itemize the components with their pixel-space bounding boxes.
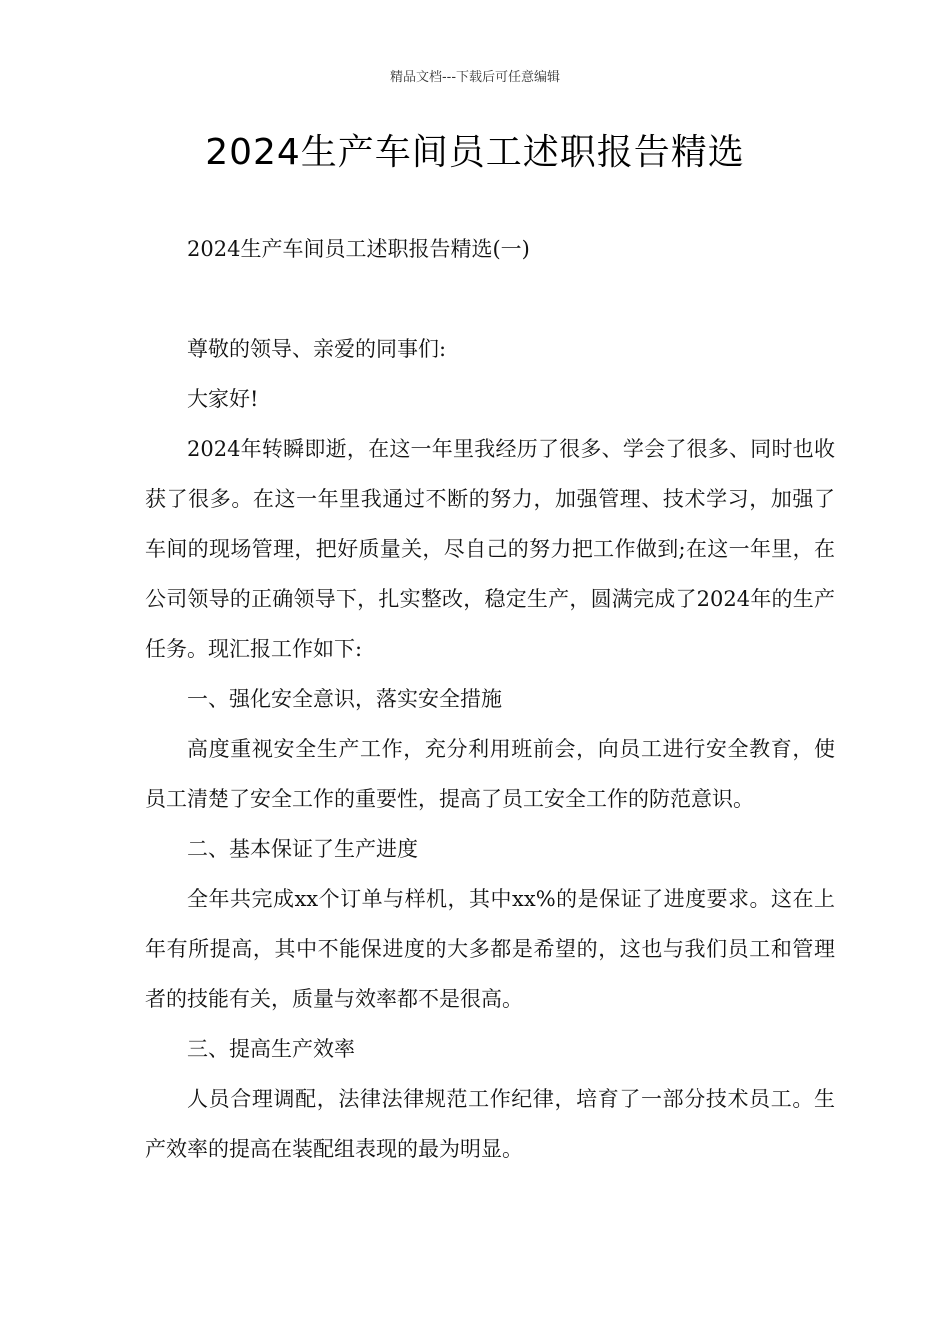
section-body-2: 全年共完成xx个订单与样机，其中xx%的是保证了进度要求。这在上年有所提高，其中不能保进度的大多都是希望的，这也与我们员工和管理者的技能有关，质量与效率都不是很高。 (145, 887, 835, 1011)
subtitle-paragraph: 2024生产车间员工述职报告精选(一) (187, 237, 530, 261)
intro-paragraph: 2024年转瞬即逝，在这一年里我经历了很多、学会了很多、同时也收获了很多。在这一年里我通过不断的努力，加强管理、技术学习，加强了车间的现场管理，把好质量关，尽自己的努力把工作做到;在这一年里，在公司领导的正确领导下，扎实整改，稳定生产，圆满完成了2024年的生产任务。现汇报工作如下: (145, 437, 835, 661)
section-heading-2: 二、基本保证了生产进度 (187, 837, 418, 861)
section-body-3: 人员合理调配，法律法律规范工作纪律，培育了一部分技术员工。生产效率的提高在装配组表现的最为明显。 (145, 1087, 835, 1161)
header-note: 精品文档---下载后可任意编辑 (389, 70, 561, 85)
document-body (145, 224, 835, 1174)
document-title: 2024生产车间员工述职报告精选 (205, 132, 745, 173)
section-body-1: 高度重视安全生产工作，充分利用班前会，向员工进行安全教育，使员工清楚了安全工作的重要性，提高了员工安全工作的防范意识。 (145, 737, 835, 811)
greeting-paragraph: 大家好! (187, 387, 259, 411)
salutation-paragraph: 尊敬的领导、亲爱的同事们: (187, 337, 447, 361)
section-heading-1: 一、强化安全意识，落实安全措施 (187, 687, 502, 711)
section-heading-3: 三、提高生产效率 (187, 1037, 355, 1061)
